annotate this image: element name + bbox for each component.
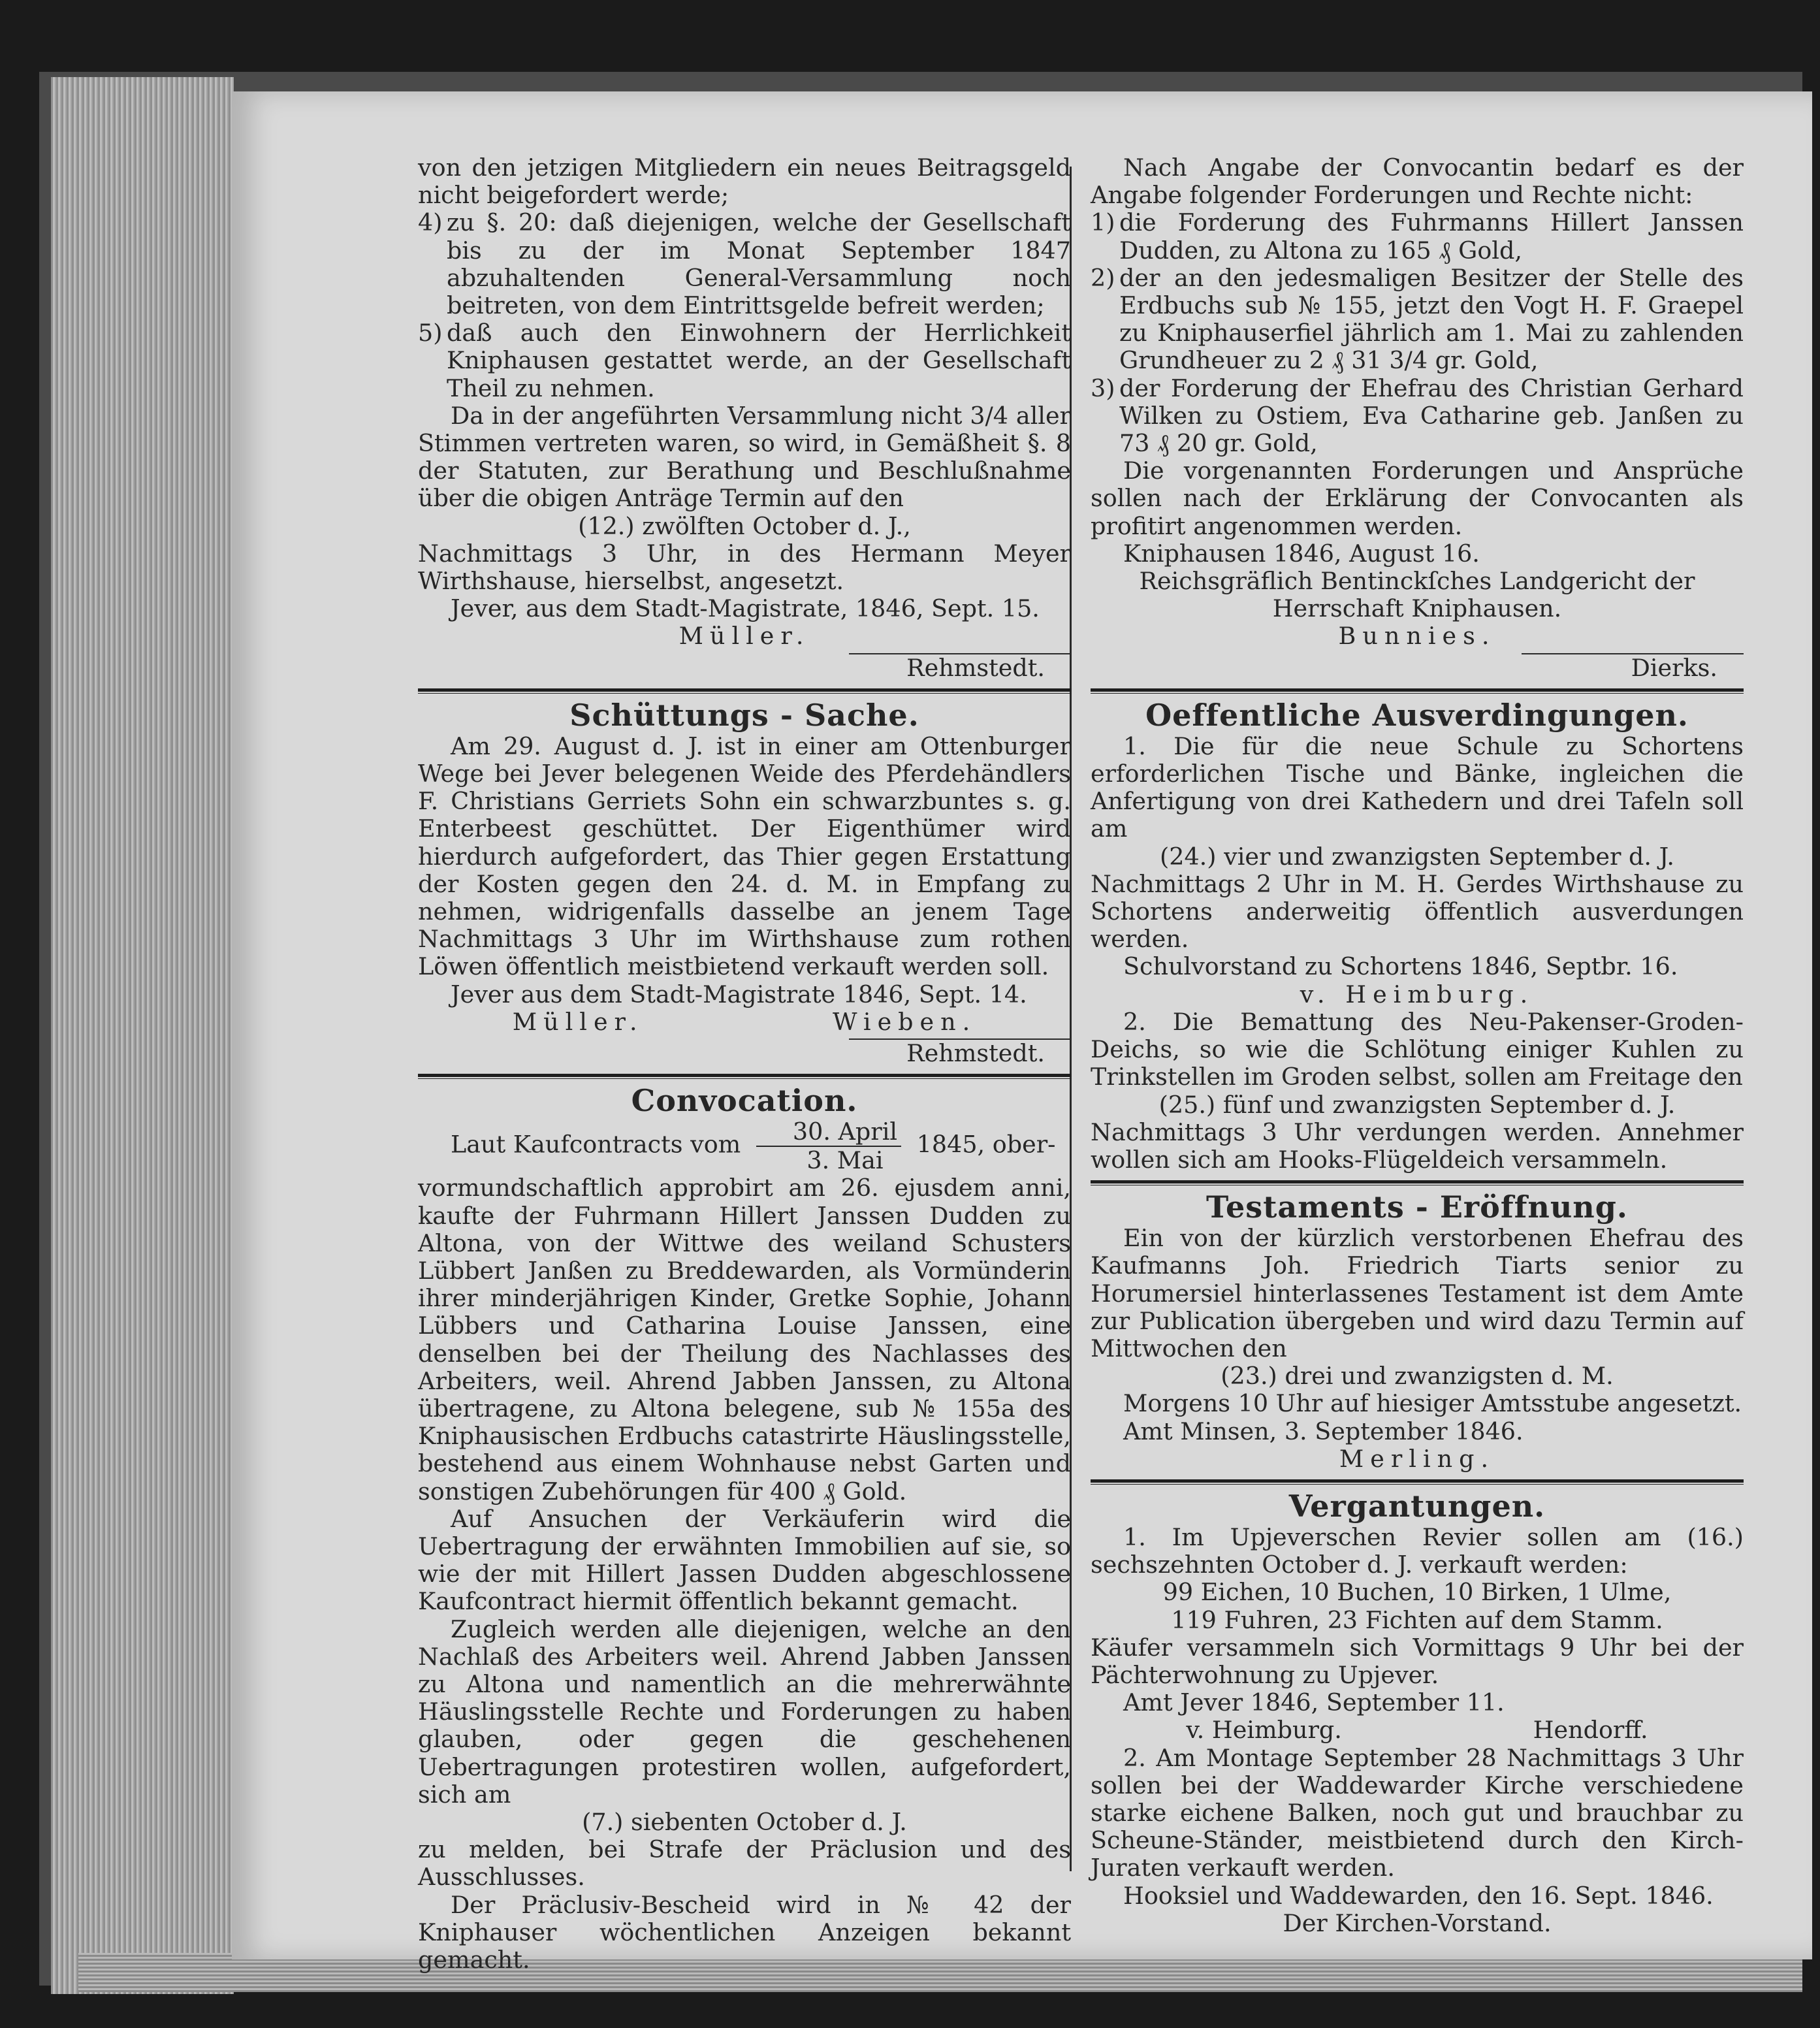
list-text: zu §. 20: daß diejenigen, welche der Gesellschaft bis zu der im Monat September 1847 abzuhaltenden General-Versammlung noch beitreten, von dem Eintrittsgelde befreit werden; (447, 208, 1071, 320)
list-item (418, 209, 1071, 319)
lead-text: Laut Kaufcontracts vom (451, 1130, 741, 1159)
court-name: Reichsgräflich Bentinckſches Landgericht der Herrschaft Kniphausen. (1139, 567, 1695, 623)
section-body: Käufer versammeln sich Vormittags 9 Uhr bei der Pächterwohnung zu Upjever. (1091, 1633, 1744, 1689)
list-item (1091, 265, 1744, 375)
signature: v. Heimburg. (1186, 1716, 1342, 1745)
section-body: 1. Die für die neue Schule zu Schortens erforderlichen Tische und Bänke, ingleichen die Anfertigung von drei Kathedern und drei Tafeln soll am (1091, 732, 1744, 843)
signature: Rehmstedt. (849, 653, 1071, 682)
list-number: 3) (1091, 374, 1115, 402)
place-date-line: Schulvorstand zu Schortens 1846, Septbr. 16. (1123, 952, 1678, 981)
signature-line (418, 651, 1071, 682)
date-fraction (756, 1118, 901, 1174)
section-body: Nachmittags 3 Uhr verdungen werden. Annehmer wollen sich am Hooks-Flügeldeich versammeln. (1091, 1118, 1744, 1174)
list-item (1091, 375, 1744, 458)
section-body: Der Präclusiv-Bescheid wird in № 42 der Kniphauser wöchentlichen Anzeigen bekannt gemacht. (418, 1890, 1071, 1974)
list-number: 5) (418, 319, 443, 347)
section-rule (418, 1074, 1071, 1079)
left-paragraph: Da in der angeführten Versammlung nicht 3/4 aller Stimmen vertreten waren, so wird, in Gemäßheit §. 8 der Statuten, zur Berathung und Beschlußnahme über die obigen Anträge Termin auf den (418, 401, 1071, 513)
section-rule (418, 688, 1071, 694)
section-body: 2. Am Montage September 28 Nachmittags 3 Uhr sollen bei der Waddewarder Kirche verschiedene starke eichene Balken, noch gut und brauchbar zu Scheune-Ständer, meistbietend durch den Kirch-Juraten verkauft werden. (1091, 1743, 1744, 1882)
list-text: die Forderung des Fuhrmanns Hillert Janssen Dudden, zu Altona zu 165 ₰ Gold, (1119, 208, 1744, 265)
section-body: Zugleich werden alle diejenigen, welche an den Nachlaß des Arbeiters weil. Ahrend Jabben Janssen zu Altona und namentlich an die mehrerwähnte Häuslingsstelle Rechte und Forderungen zu haben glauben, oder gegen die geschehenen Uebertragungen protestiren wollen, aufgefordert, sich am (418, 1615, 1071, 1809)
right-column (1091, 154, 1744, 1937)
signature-line (1091, 651, 1744, 682)
list-item (418, 319, 1071, 402)
section-heading: Oeffentliche Ausverdingungen. (1145, 697, 1689, 733)
section-body: vormundschaftlich approbirt am 26. ejusdem anni, kaufte der Fuhrmann Hillert Janssen Dudden zu Altona, von der Wittwe des weiland Schusters Lübbert Janßen zu Breddewarden, als Vormünderin ihrer minderjährigen Kinder, Gretke Sophie, Johann Lübbers und Catharina Louise Janssen, eine denselben bei der Theilung des Nachlasses des Arbeiters, weil. Ahrend Jabben Janssen, zu Altona übertragene, zu Altona belegene, sub № 155a des Kniphausischen Erdbuchs catastrirte Häuslingsstelle, bestehend aus einem Wohnhause nebst Garten und sonstigen Zubehörungen für 400 ₰ Gold. (418, 1174, 1071, 1505)
section-body: 1. Im Upjeverschen Revier sollen am (16.) sechszehnten October d. J. verkauft werden: (1091, 1522, 1744, 1579)
left-column (418, 154, 1071, 1974)
section-rule (1091, 1180, 1744, 1185)
signature: Merling. (1339, 1444, 1495, 1473)
signature: Wieben. (833, 1007, 977, 1036)
page-edges-side (51, 77, 234, 1994)
signature: Müller. (679, 622, 810, 651)
section-rule (1091, 1479, 1744, 1485)
place-date-line: Jever, aus dem Stadt-Magistrate, 1846, Sept. 15. (451, 594, 1040, 623)
signature: Rehmstedt. (849, 1038, 1071, 1067)
section-heading: Schüttungs - Sache. (569, 697, 919, 733)
date-line: (12.) zwölften October d. J., (578, 511, 911, 540)
section-body: zu melden, bei Strafe der Präclusion und des Ausschlusses. (418, 1835, 1071, 1891)
place-date-line: Kniphausen 1846, August 16. (1123, 539, 1480, 568)
section-rule (1091, 688, 1744, 694)
signature: Bunnies. (1338, 622, 1496, 651)
signature: Müller. (512, 1007, 644, 1036)
date-line: (7.) siebenten October d. J. (582, 1807, 907, 1836)
signature: Der Kirchen-Vorstand. (1283, 1908, 1552, 1937)
list-item (1091, 209, 1744, 264)
section-body: Am 29. August d. J. ist in einer am Ottenburger Wege bei Jever belegenen Weide des Pferdehändlers F. Christians Gerriets Sohn ein schwarzbuntes s. g. Enterbeest geschüttet. Der Eigenthümer wird hierdurch aufgefordert, das Thier gegen Erstattung der Kosten gegen den 24. d. M. in Empfang zu nehmen, widrigenfalls dasselbe an jenem Tage Nachmittags 3 Uhr im Wirthshause zum rothen Löwen öffentlich meistbietend verkauft werden soll. (418, 732, 1071, 981)
place-date-line: Amt Jever 1846, September 11. (1123, 1688, 1505, 1717)
section-body: Nachmittags 2 Uhr in M. H. Gerdes Wirthshause zu Schortens anderweitig öffentlich ausverdungen werden. (1091, 869, 1744, 954)
section-heading: Convocation. (631, 1083, 858, 1119)
right-paragraph: Die vorgenannten Forderungen und Ansprüche sollen nach der Erklärung der Convocanten als profitirt angenommen werden. (1091, 457, 1744, 540)
place-date-line: Hooksiel und Waddewarden, den 16. Sept. 1846. (1123, 1881, 1714, 1910)
signature: Hendorff. (1533, 1716, 1648, 1745)
signature-row (418, 1008, 1071, 1036)
section-lead (418, 1118, 1071, 1174)
left-paragraph: von den jetzigen Mitgliedern ein neues Beitragsgeld nicht beigefordert werde; (418, 153, 1071, 210)
section-heading: Vergantungen. (1288, 1488, 1546, 1524)
list-number: 4) (418, 208, 443, 237)
lead-text: 1845, ober- (916, 1130, 1056, 1159)
section-body: Morgens 10 Uhr auf hiesiger Amtsstube angesetzt. (1123, 1389, 1742, 1418)
date-line: (24.) vier und zwanzigsten September d. J. (1159, 842, 1674, 871)
right-paragraph: Nach Angabe der Convocantin bedarf es der Angabe folgender Forderungen und Rechte nicht: (1091, 153, 1744, 210)
fraction-top: 30. April (756, 1118, 901, 1147)
signature-line (418, 1036, 1071, 1067)
signature-row (1091, 1716, 1744, 1744)
signature: v. Heimburg. (1300, 980, 1535, 1008)
section-heading: Testaments - Eröffnung. (1206, 1189, 1628, 1225)
list-text: daß auch den Einwohnern der Herrlichkeit Kniphausen gestattet werde, an der Gesellschaft Theil zu nehmen. (447, 319, 1071, 402)
section-body: 2. Die Bemattung des Neu-Pakenser-Groden-Deichs, so wie die Schlötung einiger Kuhlen zu Trinkstellen im Groden selbst, sollen am Freitage den (1091, 1007, 1744, 1091)
list-line: 119 Fuhren, 23 Fichten auf dem Stamm. (1171, 1605, 1663, 1634)
list-text: der Forderung der Ehefrau des Christian Gerhard Wilken zu Ostiem, Eva Catharine geb. Janßen zu 73 ₰ 20 gr. Gold, (1119, 374, 1744, 458)
left-paragraph: Nachmittags 3 Uhr, in des Hermann Meyer Wirthshause, hierselbst, angesetzt. (418, 539, 1071, 596)
fraction-bottom: 3. Mai (806, 1146, 884, 1175)
list-line: 99 Eichen, 10 Buchen, 10 Birken, 1 Ulme, (1162, 1578, 1672, 1607)
list-number: 1) (1091, 208, 1115, 237)
list-number: 2) (1091, 263, 1115, 292)
signature: Dierks. (1522, 653, 1744, 682)
place-date-line: Amt Minsen, 3. September 1846. (1123, 1417, 1524, 1445)
date-line: (23.) drei und zwanzigsten d. M. (1221, 1362, 1614, 1391)
section-body: Auf Ansuchen der Verkäuferin wird die Uebertragung der erwähnten Immobilien auf sie, so wie der mit Hillert Jassen Dudden abgeschlossene Kaufcontract hiermit öffentlich bekannt gemacht. (418, 1504, 1071, 1616)
date-line: (25.) fünf und zwanzigsten September d. J. (1158, 1090, 1676, 1119)
section-body: Ein von der kürzlich verstorbenen Ehefrau des Kaufmanns Joh. Friedrich Tiarts senior zu Horumersiel hinterlassenes Testament ist dem Amte zur Publication übergeben und wird dazu Termin auf Mittwochen den (1091, 1224, 1744, 1362)
place-date-line: Jever aus dem Stadt-Magistrate 1846, Sept. 14. (451, 980, 1027, 1008)
list-text: der an den jedesmaligen Besitzer der Stelle des Erdbuchs sub № 155, jetzt den Vogt H. F. Graepel zu Kniphauserfiel jährlich am 1. Mai zu zahlenden Grundheuer zu 2 ₰ 31 3/4 gr. Gold, (1119, 263, 1744, 375)
